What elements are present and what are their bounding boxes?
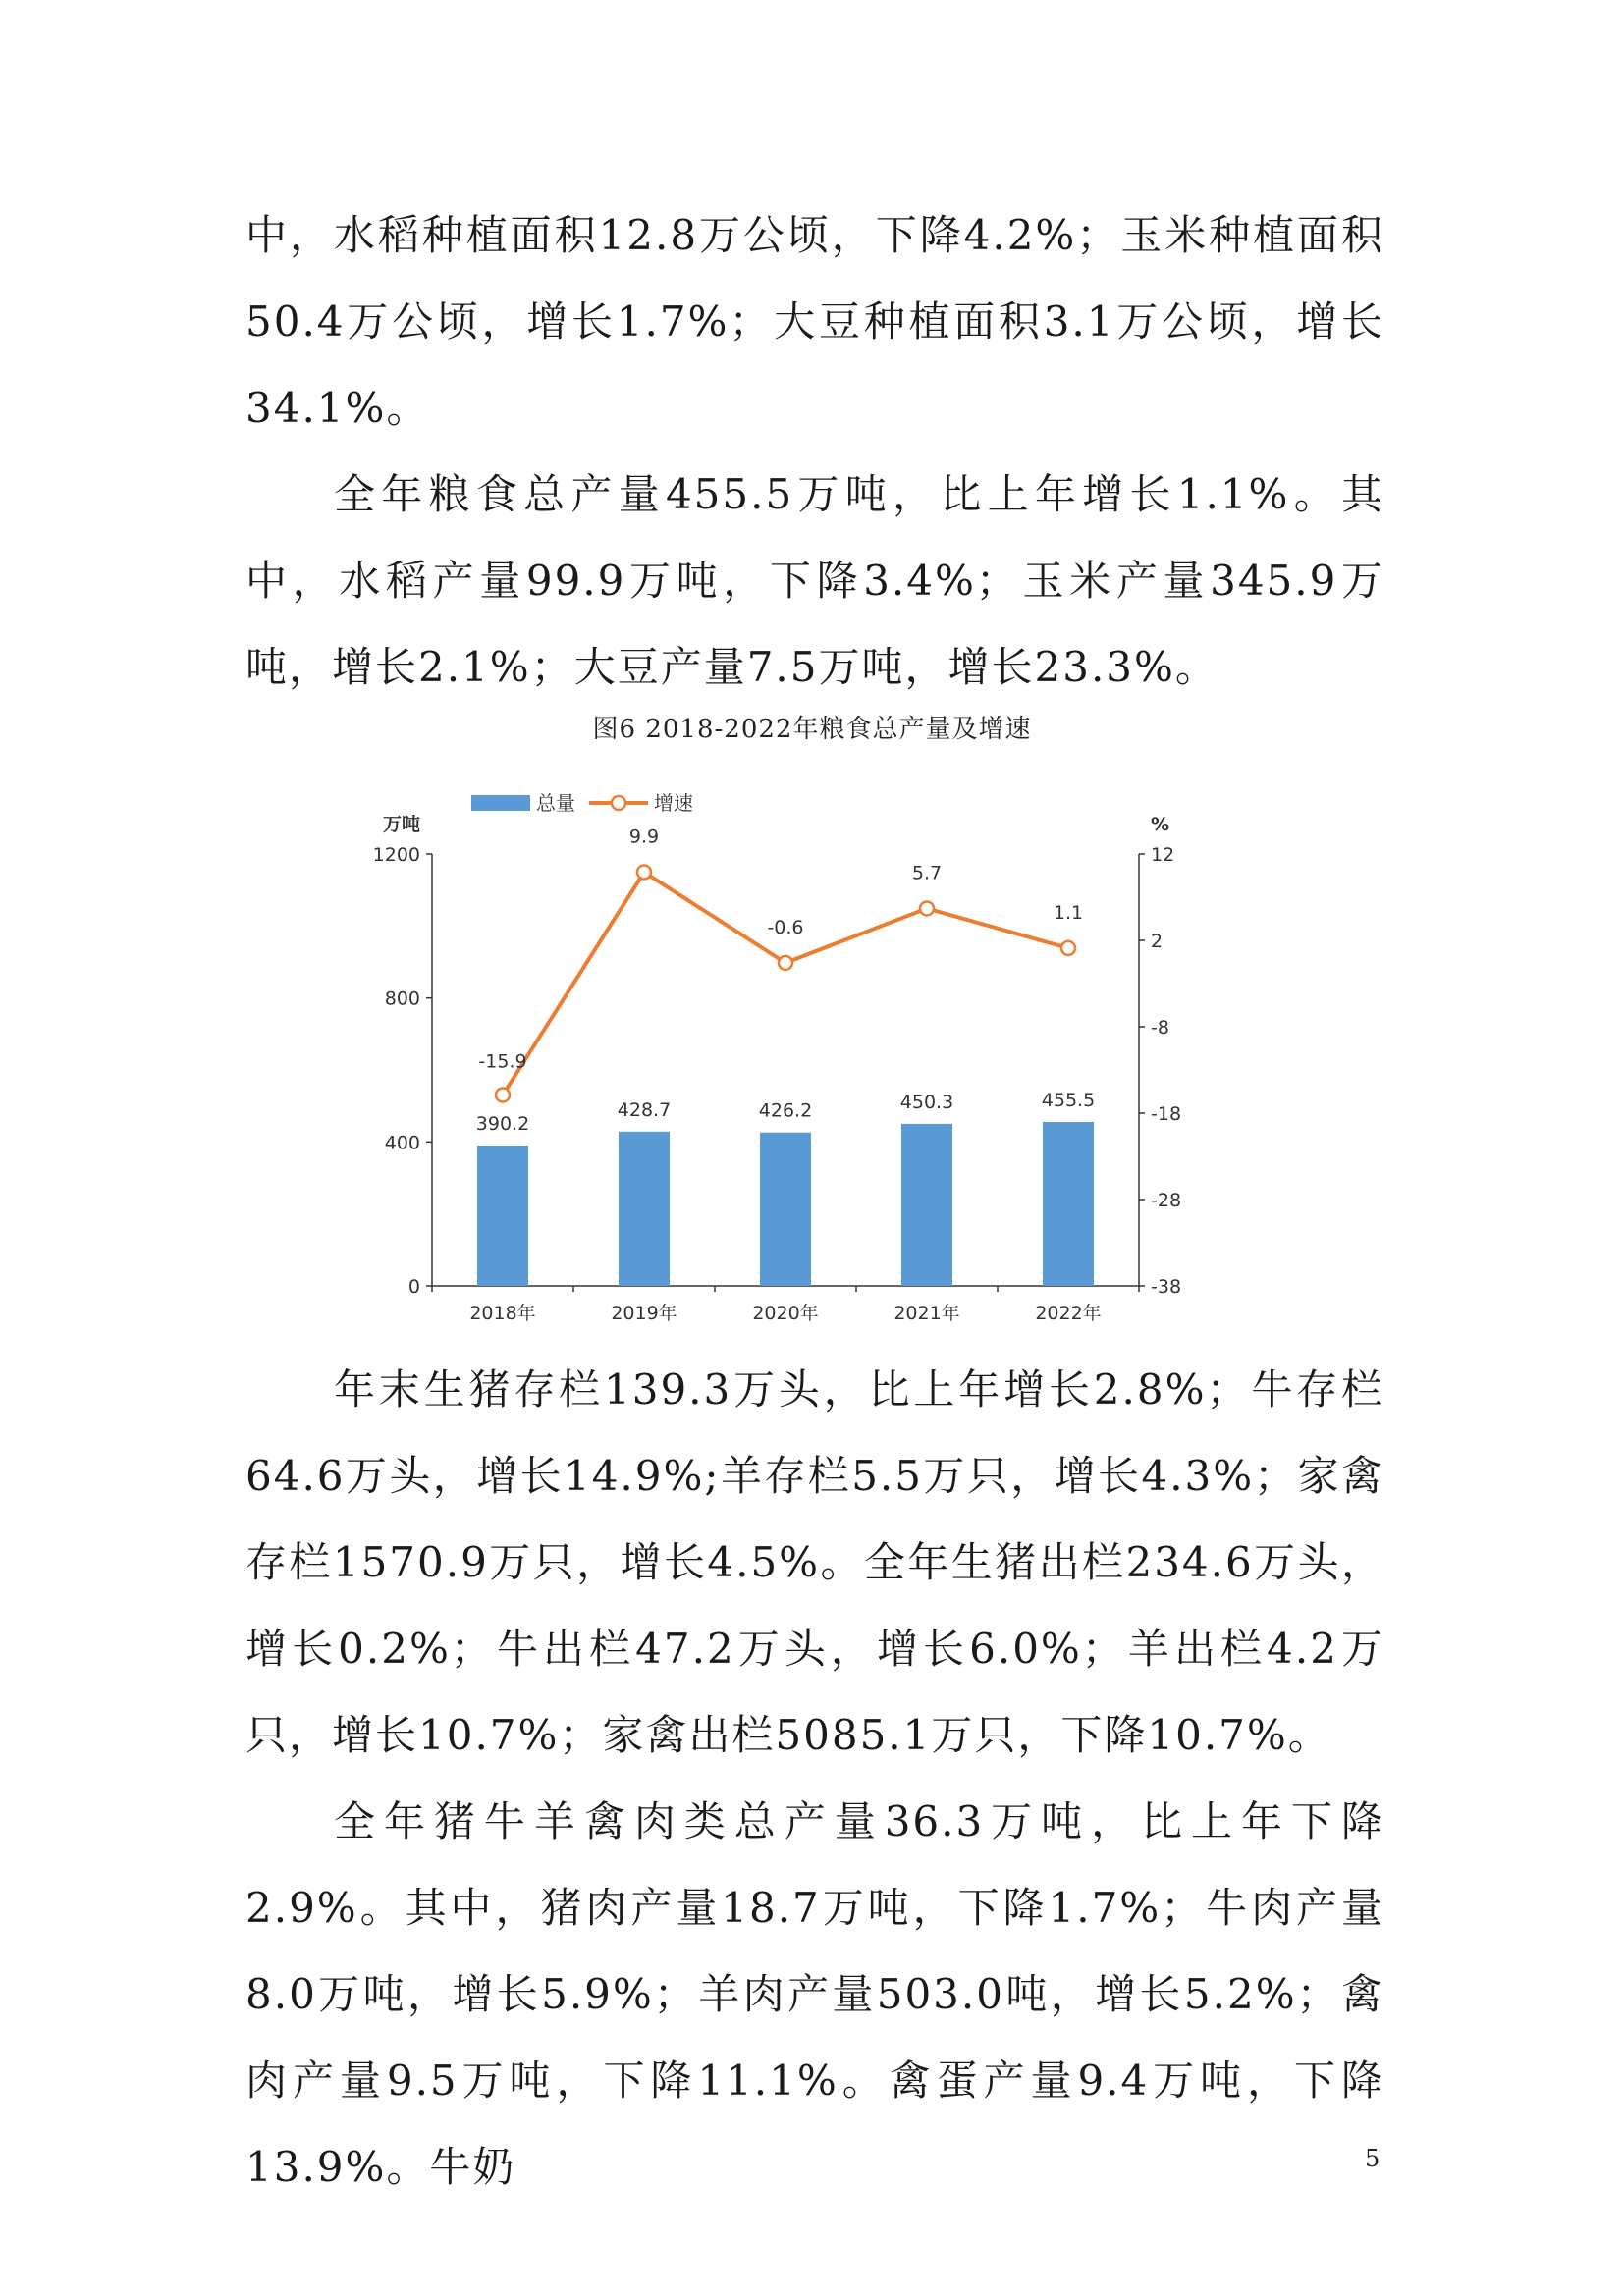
bar-value-label: 390.2 [475, 1112, 530, 1135]
figure-caption: 图6 2018-2022年粮食总产量及增速 [592, 715, 1032, 744]
bar-2020年 [760, 1133, 811, 1286]
left-tick-label: 400 [384, 1132, 420, 1154]
bar-2022年 [1043, 1122, 1094, 1286]
chart-legend [471, 791, 693, 815]
paragraph-meat-output: 全年猪牛羊禽肉类总产量36.3万吨，比上年下降2.9%。其中，猪肉产量18.7万吨，下降1.7%；牛肉产量8.0万吨，增长5.9%；羊肉产量503.0吨，增长5.2%；禽肉产量9.5万吨，下降11.1%。禽蛋产量9.4万吨，下降13.9%。牛奶 [245, 1797, 1384, 2191]
right-tick-label: -28 [1151, 1190, 1182, 1211]
right-tick-label: -18 [1151, 1103, 1182, 1125]
bar-value-label: 450.3 [899, 1091, 954, 1113]
x-tick-label: 2021年 [893, 1303, 960, 1324]
x-tick-label: 2022年 [1035, 1303, 1102, 1324]
legend-label-total: 总量 [536, 791, 575, 815]
right-tick-label: 12 [1151, 844, 1175, 866]
paragraph-grain-output: 全年粮食总产量455.5万吨，比上年增长1.1%。其中，水稻产量99.9万吨，下降3.4%；玉米产量345.9万吨，增长2.1%；大豆产量7.5万吨，增长23.3%。 [245, 470, 1384, 691]
left-tick-label: 0 [407, 1276, 420, 1298]
bar-value-label: 428.7 [617, 1098, 672, 1121]
legend-marker-growth [612, 796, 625, 810]
growth-value-label: 1.1 [1053, 901, 1084, 924]
growth-value-label: 9.9 [628, 826, 660, 848]
y-left-unit: 万吨 [383, 814, 421, 835]
y-right-unit: % [1151, 814, 1170, 835]
growth-point-2019年 [637, 865, 651, 879]
legend-swatch-total [471, 795, 530, 811]
left-tick-label: 800 [384, 988, 420, 1010]
bar-2018年 [477, 1146, 528, 1286]
growth-value-label: -0.6 [767, 916, 804, 938]
grain-output-chart [363, 766, 1267, 1335]
paragraph-planting-area: 中，水稻种植面积12.8万公顷，下降4.2%；玉米种植面积50.4万公顷，增长1.7%；大豆种植面积3.1万公顷，增长34.1%。 [245, 211, 1384, 432]
bar-2019年 [619, 1132, 670, 1286]
growth-value-label: -15.9 [478, 1050, 527, 1073]
growth-point-2022年 [1061, 941, 1075, 955]
chart-line [478, 826, 1083, 1101]
growth-value-label: 5.7 [911, 862, 943, 884]
bar-value-label: 426.2 [758, 1099, 813, 1122]
x-tick-label: 2019年 [611, 1303, 677, 1324]
chart-bars [476, 1090, 1095, 1286]
right-tick-label: 2 [1151, 931, 1164, 952]
bar-2021年 [901, 1124, 952, 1286]
left-tick-label: 1200 [372, 844, 420, 866]
growth-point-2018年 [496, 1089, 510, 1102]
right-tick-label: -38 [1151, 1276, 1182, 1298]
growth-point-2021年 [920, 901, 934, 915]
page-number: 5 [1365, 2145, 1380, 2172]
legend-label-growth: 增速 [654, 791, 693, 815]
growth-line [503, 872, 1068, 1095]
paragraph-livestock: 年末生猪存栏139.3万头，比上年增长2.8%；牛存栏64.6万头，增长14.9%;羊存栏5.5万只，增长4.3%；家禽存栏1570.9万只，增长4.5%。全年生猪出栏234.6万头，增长0.2%；牛出栏47.2万头，增长6.0%；羊出栏4.2万只，增长10.7%；家禽出栏5085.1万只，下降10.7%。 [245, 1365, 1384, 1759]
bar-value-label: 455.5 [1041, 1089, 1096, 1111]
x-tick-label: 2020年 [752, 1303, 819, 1324]
growth-point-2020年 [779, 956, 792, 970]
right-tick-label: -8 [1151, 1017, 1169, 1039]
x-tick-label: 2018年 [469, 1303, 536, 1324]
